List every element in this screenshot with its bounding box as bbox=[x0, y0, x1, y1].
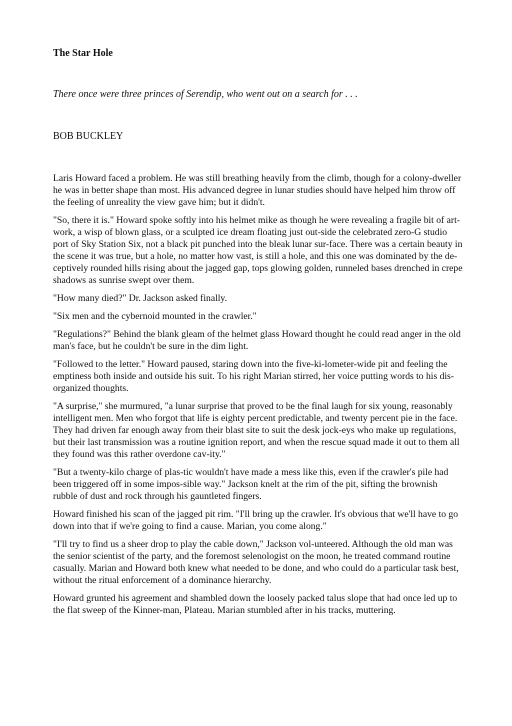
paragraph-6: "Followed to the letter." Howard paused, staring down into the five-ki-lometer-wide pit and feeling the emptiness both inside and outside his suit. To his right Marian stirred, her voice putting words to his dis-organized thoughts. bbox=[53, 359, 454, 394]
paragraph-7: "A surprise," she murmured, "a lunar surprise that proved to be the final laugh for six young, reasonably intelligent men. Men who forgot that life is eighty percent predictable, and twenty percent pie in the face. They had driven far enough away from their blast site to suit the desk jock-eys who make up regulations, but their last transmission was a routine ignition report, and when the rescue squad made it out to them all they found was this rather overdone cav-ity." bbox=[53, 401, 460, 460]
paragraph-10: "I'll try to find us a sheer drop to play the cable down," Jackson vol-unteered. Although the old man was the senior scientist of the party, and the foremost selenologist on the moon, he treated command routine casually. Marian and Howard both knew what needed to be done, and who could do a particular task best, without the ritual enforcement of a dominance hierarchy. bbox=[53, 539, 459, 586]
paragraph-2: "So, there it is." Howard spoke softly into his helmet mike as though he were revealing a fragile bit of art-work, a wisp of blown glass, or a sculpted ice dream floating just out-side the celebrated zero-G studio port of Sky Station Six, not a black pit punched into the bleak lunar sur-face. There was a certain beauty in the scene it was true, but a hole, no matter how vast, is still a hole, and this one was dominated by the de-ceptively rounded hills rising about the jagged gap, tops glowing golden, runneled bases drenched in crepe shadows as sunrise swept over them. bbox=[53, 215, 463, 286]
paragraph-8: "But a twenty-kilo charge of plas-tic wouldn't have made a mess like this, even if the crawler's pile had been triggered off in some impos-sible way." Jackson knelt at the rim of the pit, sifting the brownish rubble of dust and rock through his gauntleted fingers. bbox=[53, 467, 449, 502]
paragraph-5: "Regulations?" Behind the blank gleam of the helmet glass Howard thought he could read anger in the old man's face, but he couldn't be sure in the dim light. bbox=[53, 329, 461, 352]
story-title: The Star Hole bbox=[53, 48, 113, 59]
paragraph-11: Howard grunted his agreement and shambled down the loosely packed talus slope that had once led up to the flat sweep of the Kinner-man, Plateau. Marian stumbled after in his tracks, muttering. bbox=[53, 593, 458, 616]
document-page bbox=[53, 48, 463, 623]
author-byline: BOB BUCKLEY bbox=[53, 131, 124, 142]
paragraph-4: "Six men and the cybernoid mounted in the crawler." bbox=[53, 311, 257, 322]
paragraph-9: Howard finished his scan of the jagged pit rim. "I'll bring up the crawler. It's obvious that we'll have to go down into that if we're going to find a cause. Marian, you come along." bbox=[53, 509, 459, 532]
paragraph-3: "How many died?" Dr. Jackson asked finally. bbox=[53, 293, 227, 304]
paragraph-1: Laris Howard faced a problem. He was still breathing heavily from the climb, though for a colony-dweller he was in better shape than most. His advanced degree in lunar studies should have helped him throw off the feeling of unreality the view gave him; but it didn't. bbox=[53, 173, 462, 208]
epigraph: There once were three princes of Serendip, who went out on a search for . . . bbox=[53, 89, 358, 100]
